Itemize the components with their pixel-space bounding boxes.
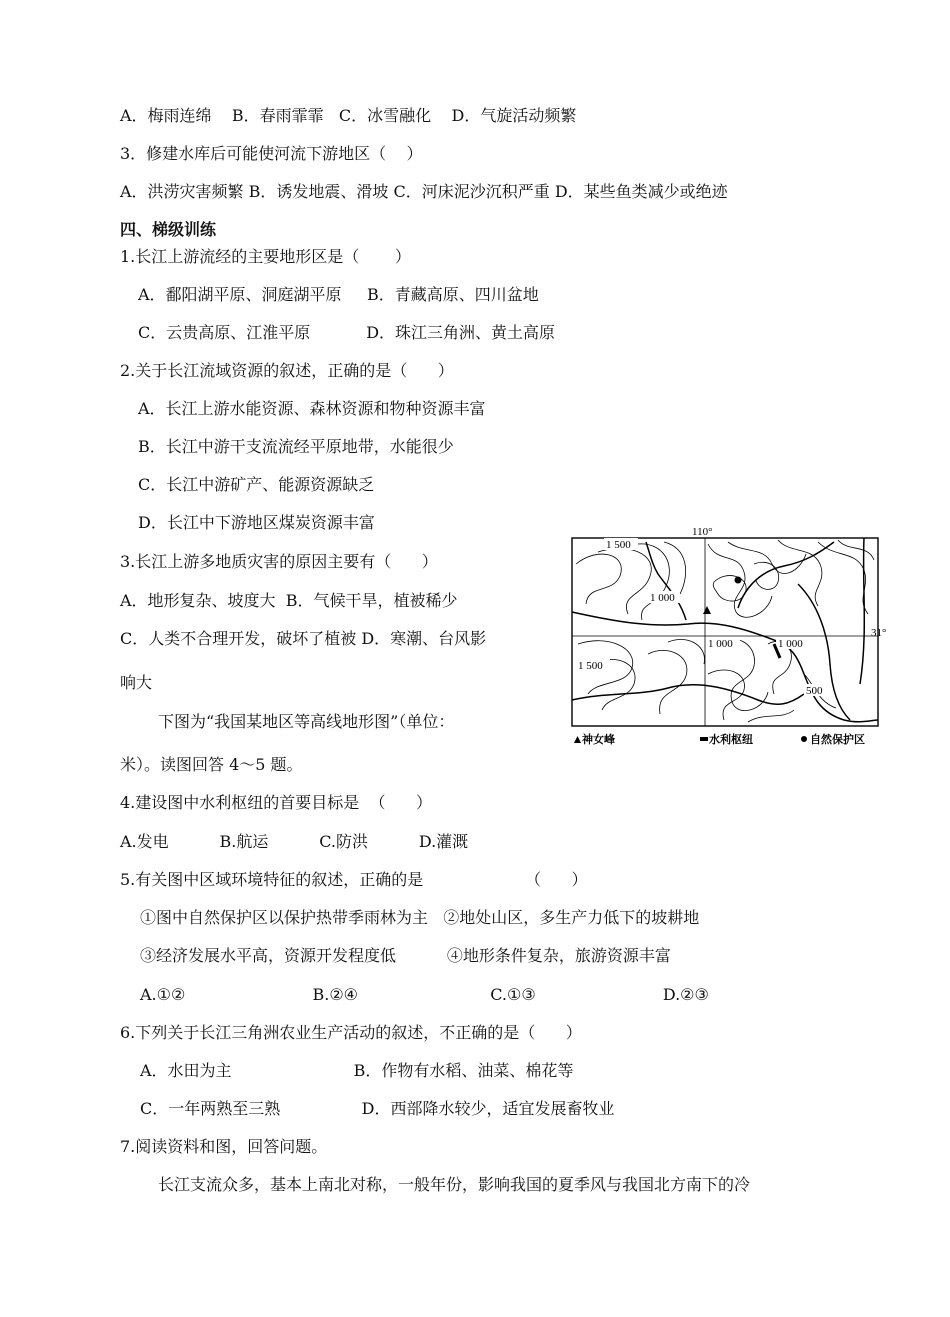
q5-statements-12: ①图中自然保护区以保护热带季雨林为主 ②地处山区，多生产力低下的坡耕地 (140, 908, 700, 927)
lon-label: 110° (692, 526, 713, 538)
legend-reserve-icon (801, 736, 807, 742)
section-heading: 四、梯级训练 (120, 220, 217, 239)
q7-reading: 7.阅读资料和图，回答问题。 (120, 1137, 328, 1156)
legend-peak: 神女峰 (582, 734, 615, 746)
q2-resources: 2.关于长江流域资源的叙述，正确的是（ ） (120, 361, 454, 380)
q2-option-b: B．长江中游干支流流经平原地带，水能很少 (138, 437, 454, 456)
q2-option-c: C．长江中游矿产、能源资源缺乏 (138, 475, 375, 494)
q3-options-ab: A．地形复杂、坡度大 B．气候干旱，植被稀少 (120, 591, 458, 610)
legend-dam-icon (700, 737, 708, 741)
q6-yangtze-delta: 6.下列关于长江三角洲农业生产活动的叙述，不正确的是（ ） (120, 1023, 582, 1042)
q3-options-cd: C．人类不合理开发，破坏了植被 D．寒潮、台风影 (120, 629, 487, 648)
q2-option-a: A．长江上游水能资源、森林资源和物种资源丰富 (138, 399, 486, 418)
legend-dam: 水利枢纽 (709, 734, 753, 746)
contour-label-1000-w: 1 000 (650, 592, 675, 604)
q5-environment: 5.有关图中区域环境特征的叙述，正确的是 （ ） (120, 870, 588, 889)
contour-map (568, 524, 894, 752)
contour-label-1500-sw: 1 500 (578, 660, 603, 672)
contour-label-1000-center: 1 000 (708, 638, 733, 650)
q3-options: A．洪涝灾害频繁 B．诱发地震、滑坡 C．河床泥沙沉积严重 D．某些鱼类减少或绝迹 (120, 182, 728, 201)
q3-disasters: 3.长江上游多地质灾害的原因主要有（ ） (120, 552, 438, 571)
q3-options-cd-cont: 响大 (120, 673, 153, 692)
q1-options-ab: A．鄱阳湖平原、洞庭湖平原 B．青藏高原、四川盆地 (138, 285, 539, 304)
q5-options: A.①② B.②④ C.①③ D.②③ (140, 985, 709, 1004)
q4-options: A.发电 B.航运 C.防洪 D.灌溉 (120, 832, 469, 851)
map-intro-cont: 米）。读图回答 4～5 题。 (120, 755, 303, 774)
q5-statements-34: ③经济发展水平高，资源开发程度低 ④地形条件复杂，旅游资源丰富 (140, 946, 671, 965)
q6-options-cd: C．一年两熟至三熟 D．西部降水较少，适宜发展畜牧业 (140, 1099, 615, 1118)
q2-option-d: D．长江中下游地区煤炭资源丰富 (138, 513, 375, 532)
q6-options-ab: A．水田为主 B．作物有水稻、油菜、棉花等 (140, 1061, 574, 1080)
q1-options-cd: C．云贵高原、江淮平原 D．珠江三角洲、黄土高原 (138, 323, 556, 342)
map-intro: 下图为“我国某地区等高线地形图”（单位： (158, 712, 455, 731)
q4-dam: 4.建设图中水利枢纽的首要目标是 （ ） (120, 793, 432, 812)
q1-terrain: 1.长江上游流经的主要地形区是（ ） (120, 247, 411, 266)
q-options-rain: A．梅雨连绵 B．春雨霏霏 C．冰雪融化 D．气旋活动频繁 (120, 106, 577, 125)
q3-reservoir: 3．修建水库后可能使河流下游地区（ ） (120, 144, 423, 163)
contour-label-500: 500 (806, 685, 823, 697)
map-legend (574, 732, 865, 746)
contour-label-1000-e: 1 000 (778, 638, 803, 650)
legend-peak-icon (574, 736, 581, 743)
contour-label-1500-nw: 1 500 (606, 539, 631, 551)
lat-label: 31° (871, 627, 887, 639)
legend-reserve: 自然保护区 (810, 734, 865, 746)
q7-passage: 长江支流众多，基本上南北对称，一般年份，影响我国的夏季风与我国北方南下的冷 (158, 1175, 751, 1194)
reserve-symbol (735, 577, 742, 584)
